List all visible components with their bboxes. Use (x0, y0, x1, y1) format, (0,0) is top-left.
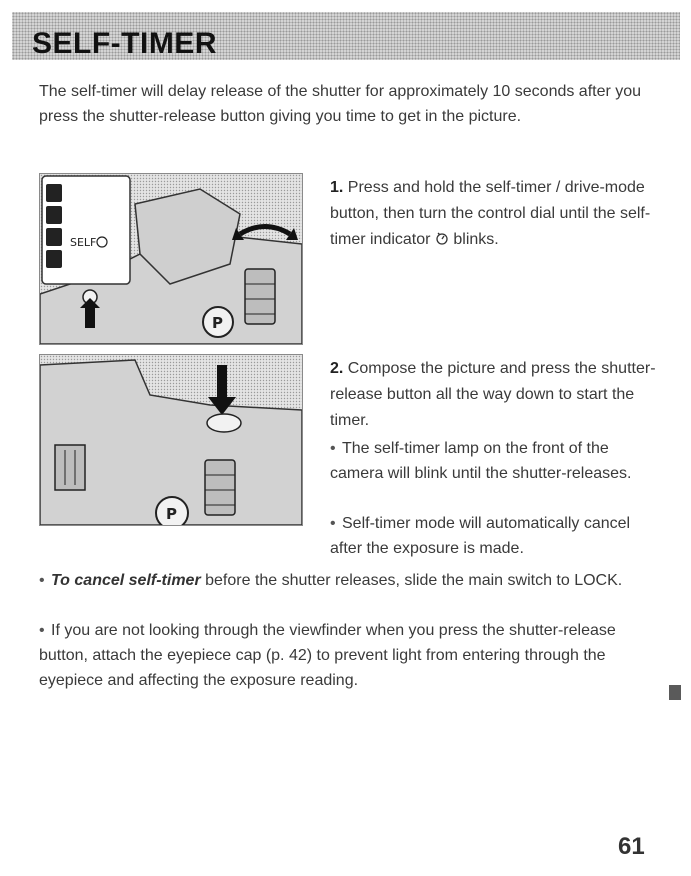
mode-dial-label: P (212, 314, 223, 332)
lcd-indicator-label: SELF (70, 236, 97, 249)
bullet-dot: • (330, 515, 336, 532)
step-1-text (330, 179, 650, 248)
note-cancel-lead: To cancel self-timer (51, 572, 201, 589)
page-number: 61 (618, 833, 645, 860)
step-bullet (330, 511, 660, 561)
page-title: SELF-TIMER (32, 27, 217, 60)
mode-dial-label-2: P (166, 505, 177, 523)
step-1-number: 1. (330, 179, 344, 196)
step-1-text-a: Press and hold the self-timer / drive-mode button, then turn the control dial until the self-timer indicator (330, 179, 651, 248)
step-1 (330, 175, 660, 253)
step-2-number: 2. (330, 360, 344, 377)
bullet-dot: • (39, 572, 45, 589)
step-bullet-text: Self-timer mode will automatically cancel after the exposure is made. (330, 515, 631, 557)
intro-paragraph: The self-timer will delay release of the shutter for approximately 10 seconds after you press the shutter-release button giving you time to get in the picture. (39, 83, 642, 125)
bullet-dot: • (39, 622, 45, 639)
step-bullet (330, 436, 660, 486)
step-2 (330, 356, 660, 434)
step-2-text: Compose the picture and press the shutter-release button all the way down to start the timer. (330, 360, 656, 429)
self-timer-icon (435, 231, 449, 245)
step-bullet-text: The self-timer lamp on the front of the camera will blink until the shutter-releases. (330, 440, 632, 482)
section-tab-marker (669, 685, 681, 700)
note-cancel (39, 568, 659, 593)
camera-top-illustration-1 (40, 174, 302, 344)
figure-self-timer-button (39, 173, 303, 345)
bullet-dot: • (330, 440, 336, 457)
step-1-text-b: blinks. (448, 231, 499, 248)
shutter-release-button (207, 414, 241, 432)
note-eyepiece-text: If you are not looking through the viewfinder when you press the shutter-release button, attach the eyepiece cap (p. 42) to prevent light from entering through the eyepiece and affecting the exposure reading. (39, 622, 616, 689)
camera-top-illustration-2 (40, 355, 302, 525)
note-cancel-text: before the shutter releases, slide the main switch to LOCK. (200, 572, 623, 589)
note-eyepiece (39, 618, 659, 693)
figure-shutter-release (39, 354, 303, 526)
